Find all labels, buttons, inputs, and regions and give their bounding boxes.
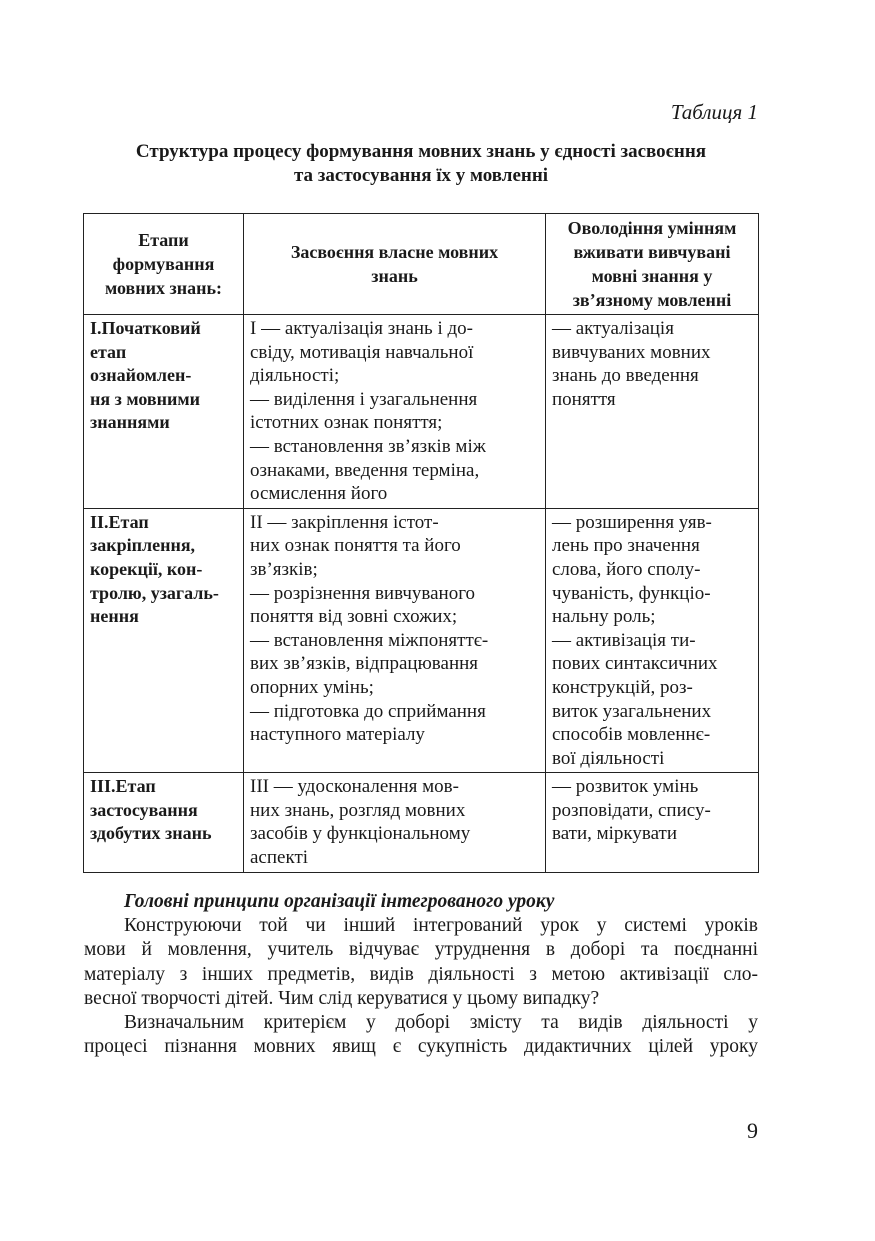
- cell-line: — підготовка до сприймання: [250, 700, 486, 722]
- structure-table: [83, 213, 759, 873]
- header-line: Оволодіння умінням: [567, 218, 737, 238]
- cell-line: поняття від зовні схожих;: [250, 606, 458, 628]
- cell-line: — виділення і узагальнення: [250, 388, 478, 410]
- stage-cell: [84, 773, 244, 872]
- application-cell: [546, 773, 759, 872]
- cell-line: лень про значення: [552, 535, 700, 557]
- cell-line: — розвиток умінь: [552, 776, 699, 798]
- header-line: зв’язному мовленні: [572, 290, 732, 310]
- header-line: вживати вивчувані: [573, 242, 731, 262]
- table-row: [84, 315, 759, 509]
- cell-line: них знань, розгляд мовних: [250, 799, 466, 821]
- application-cell: [546, 315, 759, 509]
- table-title-line: Структура процесу формування мовних знань у єдності засвоєння: [135, 141, 707, 162]
- cell-line: діяльності;: [250, 365, 340, 387]
- header-stages: [84, 214, 244, 315]
- paragraph-line: Конструюючи той чи інший інтегрований урок у системі уроків: [124, 915, 758, 937]
- cell-line: знаннями: [90, 412, 170, 433]
- cell-line: — встановлення міжпоняттє-: [250, 629, 489, 651]
- cell-line: аспекті: [250, 847, 309, 869]
- cell-line: ня з мовними: [90, 388, 201, 409]
- cell-line: ознаками, введення терміна,: [250, 459, 480, 481]
- cell-line: — актуалізація: [552, 318, 674, 339]
- cell-line: зв’язків;: [250, 558, 318, 580]
- application-cell: [546, 508, 759, 773]
- cell-line: способів мовленнє-: [552, 724, 711, 746]
- cell-line: III.Етап: [90, 776, 156, 797]
- cell-line: — встановлення зв’язків між: [250, 435, 486, 457]
- cell-line: — розширення уяв-: [552, 511, 712, 533]
- paragraph-line: Визначальним критерієм у доборі змісту та видів діяльності у: [124, 1012, 758, 1034]
- cell-line: III — удосконалення мов-: [250, 776, 459, 798]
- cell-line: них ознак поняття та його: [250, 535, 461, 557]
- stage-cell: [84, 508, 244, 773]
- cell-line: I — актуалізація знань і до-: [250, 318, 473, 339]
- cell-line: знань до введення: [552, 365, 699, 387]
- cell-line: нення: [90, 606, 139, 627]
- table-title: [84, 140, 758, 188]
- cell-line: слова, його сполу-: [552, 558, 701, 580]
- cell-line: поняття: [552, 388, 616, 410]
- mastery-cell: [244, 773, 546, 872]
- cell-line: розповідати, спису-: [552, 799, 711, 821]
- body-text: [84, 890, 758, 1059]
- cell-line: здобутих знань: [90, 823, 212, 844]
- header-line: Етапи: [138, 230, 189, 250]
- cell-line: застосування: [90, 799, 198, 820]
- cell-line: осмислення його: [250, 483, 388, 505]
- cell-line: опорних умінь;: [250, 676, 374, 698]
- cell-line: II — закріплення істот-: [250, 511, 439, 533]
- cell-line: наступного матеріалу: [250, 724, 425, 746]
- section-heading: Головні принципи організації інтегрованого уроку: [124, 891, 555, 912]
- header-line: Засвоєння власне мовних: [290, 242, 499, 262]
- cell-line: вати, міркувати: [552, 823, 678, 845]
- header-application: [546, 214, 759, 315]
- cell-line: — розрізнення вивчуваного: [250, 582, 476, 604]
- mastery-cell: [244, 315, 546, 509]
- table-title-line: та застосування їх у мовленні: [293, 165, 549, 186]
- paragraph-line: процесі пізнання мовних явищ є сукупність дидактичних цілей уроку: [84, 1036, 758, 1058]
- cell-line: ознайомлен-: [90, 365, 192, 386]
- cell-line: — активізація ти-: [552, 629, 696, 651]
- table-row: [84, 508, 759, 773]
- cell-line: етап: [90, 341, 127, 362]
- cell-line: істотних ознак поняття;: [250, 412, 443, 434]
- cell-line: засобів у функціональному: [250, 823, 471, 845]
- page-number: 9: [747, 1118, 758, 1143]
- paragraph-line: весної творчості дітей. Чим слід керуватися у цьому випадку?: [84, 987, 600, 1009]
- table-header-row: [84, 214, 759, 315]
- cell-line: тролю, узагаль-: [90, 582, 219, 603]
- cell-line: нальну роль;: [552, 606, 656, 628]
- header-mastery: [244, 214, 546, 315]
- cell-line: I.Початковий: [90, 318, 201, 338]
- table-label: Таблиця 1: [670, 100, 758, 124]
- cell-line: вивчуваних мовних: [552, 341, 711, 363]
- cell-line: чуваність, функціо-: [552, 582, 711, 604]
- cell-line: пових синтаксичних: [552, 653, 718, 675]
- cell-line: вої діяльності: [552, 747, 665, 769]
- table-row: [84, 773, 759, 872]
- header-line: знань: [371, 266, 418, 286]
- header-line: мовних знань:: [104, 278, 223, 298]
- cell-line: свіду, мотивація навчальної: [250, 341, 474, 363]
- stage-cell: [84, 315, 244, 509]
- header-line: мовні знання у: [591, 266, 713, 286]
- cell-line: закріплення,: [90, 535, 196, 556]
- cell-line: конструкцій, роз-: [552, 676, 693, 698]
- header-line: формування: [112, 254, 215, 274]
- cell-line: II.Етап: [90, 511, 149, 532]
- mastery-cell: [244, 508, 546, 773]
- cell-line: корекції, кон-: [90, 558, 203, 579]
- cell-line: виток узагальнених: [552, 700, 712, 722]
- paragraph-line: мови й мовлення, учитель відчуває утруднення в доборі та поєднанні: [84, 939, 758, 961]
- cell-line: вих зв’язків, відпрацювання: [250, 653, 479, 675]
- paragraph-line: матеріалу з інших предметів, видів діяльності з метою активізації сло-: [84, 963, 758, 985]
